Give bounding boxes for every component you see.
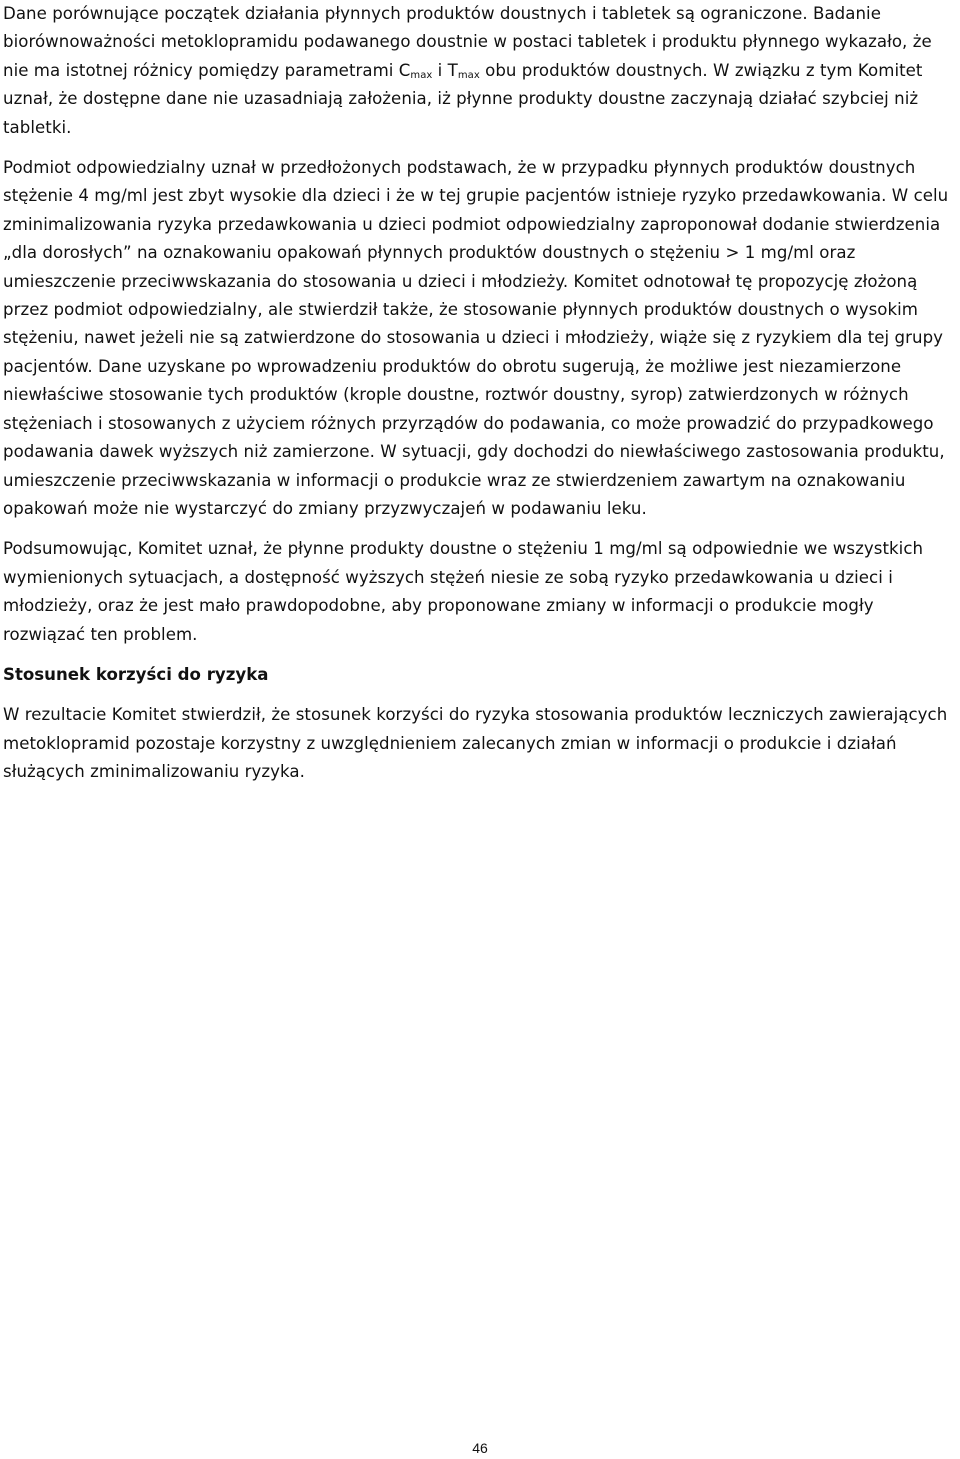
paragraph-summary: Podsumowując, Komitet uznał, że płynne produkty doustne o stężeniu 1 mg/ml są odpowiednie we wszystkich wymienionych sytuacjach, a dostępność wyższych stężeń niesie ze sobą ryzyko przedawkowania u dzieci i młodzieży, oraz że jest mało prawdopodobne, aby proponowane zmiany w informacji o produkcie mogły rozwiązać ten problem. bbox=[3, 539, 924, 644]
tmax-subscript: max bbox=[457, 69, 480, 81]
cmax-subscript: max bbox=[410, 69, 433, 81]
paragraph-conclusion: W rezultacie Komitet stwierdził, że stosunek korzyści do ryzyka stosowania produktów leczniczych zawierających metoklopramid pozostaje korzystny z uwzględnieniem zalecanych zmian w informacji o produkcie i działań służących zminimalizowaniu ryzyka. bbox=[3, 705, 948, 782]
paragraph-overdose-risk: Podmiot odpowiedzialny uznał w przedłożonych podstawach, że w przypadku płynnych produktów doustnych stężenie 4 mg/ml jest zbyt wysokie dla dzieci i że w tej grupie pacjentów istnieje ryzyko przedawkowania. W celu zminimalizowania ryzyka przedawkowania u dzieci podmiot odpowiedzialny zaproponował dodanie stwierdzenia „dla dorosłych” na oznakowaniu opakowań płynnych produktów doustnych o stężeniu > 1 mg/ml oraz umieszczenie przeciwwskazania do stosowania u dzieci i młodzieży. Komitet odnotował tę propozycję złożoną przez podmiot odpowiedzialny, ale stwierdził także, że stosowanie płynnych produktów doustnych o wysokim stężeniu, nawet jeżeli nie są zatwierdzone do stosowania u dzieci i młodzieży, wiąże się z ryzykiem dla tej grupy pacjentów. Dane uzyskane po wprowadzeniu produktów do obrotu sugerują, że możliwe jest niezamierzone niewłaściwe stosowanie tych produktów (krople doustne, roztwór doustny, syrop) zatwierdzonych w różnych stężeniach i stosowanych z użyciem różnych przyrządów do podawania, co może prowadzić do przypadkowego podawania dawek wyższych niż zamierzone. W sytuacji, gdy dochodzi do niewłaściwego zastosowania produktu, umieszczenie przeciwwskazania w informacji o produkcie wraz ze stwierdzeniem zawartym na oznakowaniu opakowań może nie wystarczyć do zmiany przyzwyczajeń w podawaniu leku. bbox=[3, 158, 949, 518]
paragraph-1-text-b: i T bbox=[432, 60, 458, 80]
document-page bbox=[3, 0, 955, 799]
paragraph-1-text-a: Dane porównujące początek działania płynnych produktów doustnych i tabletek są ograniczone. Badanie biorównoważności metoklopramidu podawanego doustnie w postaci tabletek i produktu płynnego wykazało, że nie ma istotnej różnicy pomiędzy parametrami C bbox=[3, 4, 932, 80]
section-heading-benefit-risk: Stosunek korzyści do ryzyka bbox=[3, 664, 269, 684]
paragraph-1-text-c: obu produktów doustnych. W związku z tym Komitet uznał, że dostępne dane nie uzasadniają założenia, iż płynne produkty doustne zaczynają działać szybciej niż tabletki. bbox=[3, 60, 923, 137]
page-number: 46 bbox=[472, 1440, 488, 1456]
paragraph-bioequivalence bbox=[3, 0, 955, 142]
